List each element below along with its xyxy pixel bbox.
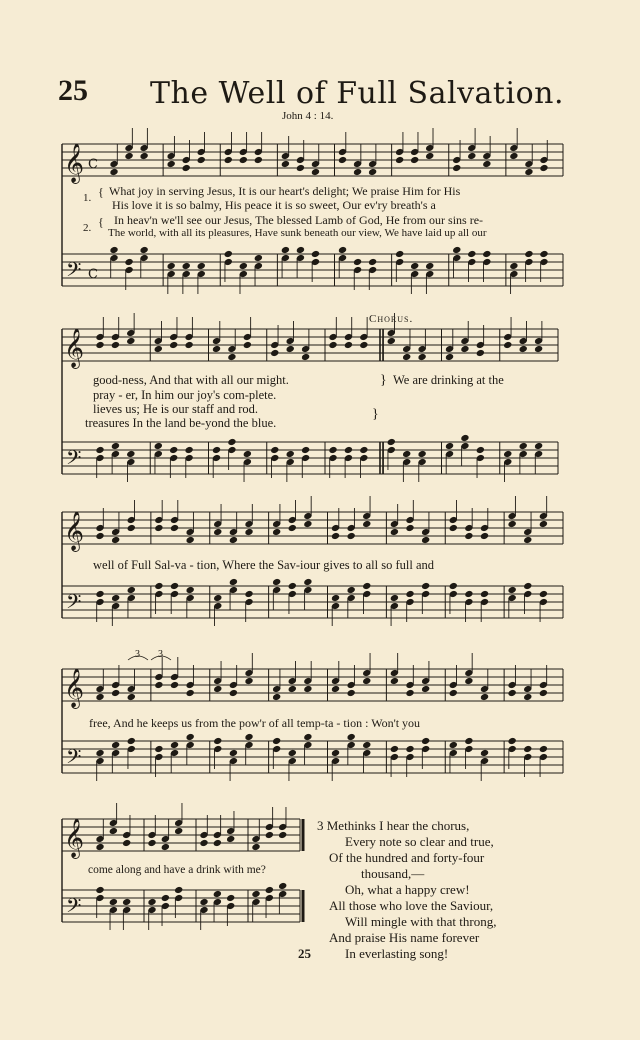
note-head (406, 590, 415, 598)
note-head (425, 152, 434, 160)
note-head (461, 345, 470, 353)
note-head (170, 582, 179, 590)
note-head (239, 156, 248, 164)
note-head (467, 152, 476, 160)
note-head (461, 434, 470, 442)
note-head (272, 737, 281, 745)
note-head (368, 258, 377, 266)
note-head (503, 450, 512, 458)
note-head (155, 745, 164, 753)
note-head (245, 733, 254, 741)
note-head (301, 446, 310, 454)
note-head (344, 341, 353, 349)
note-head (169, 341, 178, 349)
note-head (213, 594, 222, 602)
note-head (539, 689, 548, 697)
lyric-line: lieves us; He is our staff and rod. (93, 402, 259, 416)
note-head (111, 741, 120, 749)
note-head (286, 450, 295, 458)
note-head (109, 827, 118, 835)
note-head (125, 152, 134, 160)
note-head (347, 689, 356, 697)
bass-clef: 𝄢 (66, 590, 82, 618)
note-head (127, 693, 136, 701)
note-head (510, 152, 519, 160)
stanza-line: Every note so clear and true, (345, 834, 494, 849)
note-head (476, 349, 485, 357)
note-head (510, 262, 519, 270)
note-head (360, 446, 369, 454)
note-head (523, 745, 532, 753)
note-head (185, 341, 194, 349)
note-head (122, 898, 131, 906)
triplet-mark: 3 (135, 649, 140, 660)
note-head (110, 168, 119, 176)
note-head (170, 524, 179, 532)
note-head (452, 246, 461, 254)
bass-clef: 𝄢 (66, 745, 82, 773)
note-head (296, 246, 305, 254)
lyric-line: free, And he keeps us from the pow'r of all temp-ta - tion : Won't you (89, 716, 421, 730)
note-head (449, 524, 458, 532)
note-head (539, 745, 548, 753)
note-head (245, 528, 254, 536)
note-head (406, 745, 415, 753)
stanza-line: 3 Methinks I hear the chorus, (317, 818, 470, 833)
note-head (421, 737, 430, 745)
note-head (270, 446, 279, 454)
note-head (421, 685, 430, 693)
note-head (155, 582, 164, 590)
note-head (476, 446, 485, 454)
note-head (508, 520, 517, 528)
note-head (503, 341, 512, 349)
hymn-title: The Well of Full Salvation. (150, 76, 564, 111)
note-head (186, 536, 195, 544)
note-head (148, 839, 157, 847)
note-head (480, 590, 489, 598)
stanza-line: Of the hundred and forty-four (329, 850, 485, 865)
note-head (362, 677, 371, 685)
note-head (212, 345, 221, 353)
note-head (127, 337, 136, 345)
note-head (418, 450, 427, 458)
note-head (110, 246, 119, 254)
note-head (539, 520, 548, 528)
note-head (288, 685, 297, 693)
note-head (480, 749, 489, 757)
note-head (111, 594, 120, 602)
note-head (212, 446, 221, 454)
note-head (465, 590, 474, 598)
lyric-line: pray - er, In him our joy's com-plete. (93, 388, 277, 402)
note-head (270, 349, 279, 357)
note-head (186, 586, 195, 594)
note-head (508, 586, 517, 594)
note-head (111, 341, 120, 349)
note-head (213, 528, 222, 536)
verse-brace: } (380, 373, 387, 388)
note-head (197, 262, 206, 270)
note-head (213, 737, 222, 745)
note-head (534, 442, 543, 450)
note-head (519, 345, 528, 353)
note-head (140, 152, 149, 160)
note-head (254, 254, 263, 262)
note-head (96, 590, 105, 598)
note-head (226, 835, 235, 843)
note-head (360, 341, 369, 349)
note-head (226, 894, 235, 902)
note-head (387, 438, 396, 446)
note-head (445, 353, 454, 361)
note-head (390, 745, 399, 753)
note-head (109, 898, 118, 906)
note-head (465, 677, 474, 685)
note-head (539, 590, 548, 598)
triplet-mark: 3 (158, 649, 163, 660)
note-head (534, 345, 543, 353)
note-head (96, 341, 105, 349)
note-head (161, 843, 170, 851)
note-head (465, 737, 474, 745)
verse-number-2: 2. (83, 222, 92, 234)
note-head (213, 890, 222, 898)
note-head (288, 582, 297, 590)
note-head (331, 685, 340, 693)
note-head (390, 528, 399, 536)
note-head (174, 886, 183, 894)
note-head (170, 681, 179, 689)
note-head (410, 262, 419, 270)
note-head (410, 156, 419, 164)
note-head (167, 262, 176, 270)
note-head (252, 890, 261, 898)
note-head (353, 258, 362, 266)
note-head (245, 590, 254, 598)
note-head (395, 156, 404, 164)
note-head (213, 839, 222, 847)
stanza-line: Oh, what a happy crew! (345, 882, 470, 897)
note-head (278, 831, 287, 839)
note-head (540, 164, 549, 172)
note-head (281, 246, 290, 254)
note-head (148, 898, 157, 906)
note-head (182, 262, 191, 270)
bass-clef: 𝄢 (66, 894, 82, 922)
note-head (523, 536, 532, 544)
stanza-3 (317, 818, 497, 962)
note-head (449, 741, 458, 749)
note-head (402, 450, 411, 458)
note-head (483, 160, 492, 168)
lyric-line: In heav'n we'll see our Jesus, The blessed Lamb of God, He from our sins re- (114, 213, 484, 227)
note-head (508, 689, 517, 697)
note-head (281, 160, 290, 168)
note-head (197, 156, 206, 164)
note-head (96, 886, 105, 894)
note-head (362, 520, 371, 528)
note-head (127, 450, 136, 458)
note-head (353, 168, 362, 176)
note-head (402, 353, 411, 361)
note-head (140, 246, 149, 254)
treble-clef: 𝄞 (64, 328, 85, 368)
note-head (480, 532, 489, 540)
note-head (213, 685, 222, 693)
stanza-line: In everlasting song! (345, 946, 449, 961)
hymn-number: 25 (58, 74, 88, 107)
note-head (122, 839, 131, 847)
note-head (111, 689, 120, 697)
note-head (311, 168, 320, 176)
stanza-line: Will mingle with that throng, (345, 914, 497, 929)
lyric-line: treasures In the land be-yond the blue. (85, 416, 277, 430)
note-head (480, 693, 489, 701)
note-head (154, 442, 163, 450)
note-head (329, 341, 338, 349)
note-head (406, 524, 415, 532)
note-head (467, 250, 476, 258)
note-head (229, 536, 238, 544)
note-head (229, 749, 238, 757)
note-head (200, 839, 209, 847)
scripture-reference: John 4 : 14. (282, 110, 334, 122)
note-head (421, 582, 430, 590)
note-head (452, 164, 461, 172)
note-head (272, 528, 281, 536)
note-head (224, 250, 233, 258)
lyric-line: well of Full Sal-va - tion, Where the Sav-iour gives to all so full and (93, 558, 435, 572)
note-head (344, 446, 353, 454)
note-head (161, 894, 170, 902)
note-head (425, 262, 434, 270)
note-head (288, 524, 297, 532)
note-head (167, 160, 176, 168)
note-head (390, 594, 399, 602)
note-head (127, 586, 136, 594)
note-head (304, 733, 313, 741)
note-head (523, 693, 532, 701)
stanza-line: And praise His name forever (329, 930, 480, 945)
lyric-line: What joy in serving Jesus, It is our heart's delight; We praise Him for His (109, 184, 461, 198)
note-head (154, 345, 163, 353)
note-head (174, 827, 183, 835)
note-head (125, 258, 134, 266)
note-head (288, 749, 297, 757)
chorus-lyric: We are drinking at the (393, 373, 504, 387)
note-head (523, 582, 532, 590)
note-head (406, 689, 415, 697)
note-head (127, 737, 136, 745)
note-head (347, 733, 356, 741)
note-head (304, 578, 313, 586)
note-head (265, 886, 274, 894)
note-head (304, 685, 313, 693)
note-head (347, 532, 356, 540)
note-head (301, 353, 310, 361)
note-head (185, 446, 194, 454)
note-head (228, 438, 237, 446)
note-head (508, 737, 517, 745)
verse-number-1: 1. (83, 192, 92, 204)
note-head (186, 689, 195, 697)
note-head (127, 524, 136, 532)
note-head (170, 741, 179, 749)
note-head (331, 594, 340, 602)
note-head (329, 446, 338, 454)
note-head (111, 536, 120, 544)
note-head (96, 532, 105, 540)
note-head (245, 677, 254, 685)
verse-brace: { (98, 185, 104, 199)
bass-clef: 𝄢 (66, 258, 82, 286)
note-head (387, 337, 396, 345)
page-number: 25 (298, 946, 311, 961)
note-head (96, 843, 105, 851)
note-head (254, 156, 263, 164)
time-signature: C (88, 267, 98, 282)
note-head (228, 353, 237, 361)
note-head (224, 156, 233, 164)
note-head (243, 341, 252, 349)
note-head (540, 250, 549, 258)
note-head (252, 843, 261, 851)
lyric-line: The world, with all its pleasures, Have sunk beneath our view, We have laid up all our (108, 227, 487, 239)
verse-brace: } (372, 407, 379, 422)
treble-clef: 𝄞 (64, 668, 85, 708)
lyric-line: come along and have a drink with me? (88, 864, 266, 876)
note-head (169, 446, 178, 454)
note-head (525, 168, 534, 176)
lyric-line: His love it is so balmy, His peace it is so sweet, Our ev'ry breath's a (112, 198, 436, 212)
note-head (111, 442, 120, 450)
note-head (465, 532, 474, 540)
note-head (338, 246, 347, 254)
note-head (239, 262, 248, 270)
bass-clef: 𝄢 (66, 446, 82, 474)
note-head (390, 677, 399, 685)
note-head (155, 681, 164, 689)
note-head (200, 898, 209, 906)
note-head (311, 250, 320, 258)
note-head (421, 536, 430, 544)
note-head (182, 164, 191, 172)
note-head (449, 689, 458, 697)
note-head (368, 168, 377, 176)
note-head (229, 689, 238, 697)
note-head (96, 446, 105, 454)
note-head (445, 442, 454, 450)
note-head (96, 749, 105, 757)
treble-clef: 𝄞 (64, 818, 85, 858)
note-head (519, 442, 528, 450)
note-head (155, 524, 164, 532)
note-head (272, 693, 281, 701)
note-head (525, 250, 534, 258)
note-head (331, 749, 340, 757)
time-signature: C (88, 157, 98, 172)
note-head (347, 586, 356, 594)
note-head (331, 532, 340, 540)
note-head (395, 250, 404, 258)
note-head (296, 164, 305, 172)
note-head (243, 450, 252, 458)
treble-clef: 𝄞 (64, 511, 85, 551)
note-head (272, 578, 281, 586)
lyric-line: good-ness, And that with all our might. (93, 373, 289, 387)
stanza-line: thousand,— (361, 866, 425, 881)
note-head (278, 882, 287, 890)
note-head (186, 733, 195, 741)
verse-brace: { (98, 215, 104, 229)
note-head (338, 156, 347, 164)
treble-clef: 𝄞 (64, 143, 85, 183)
note-head (362, 582, 371, 590)
note-head (96, 693, 105, 701)
note-head (286, 345, 295, 353)
note-head (449, 582, 458, 590)
note-head (304, 520, 313, 528)
note-head (418, 353, 427, 361)
note-head (229, 578, 238, 586)
note-head (483, 250, 492, 258)
stanza-line: All those who love the Saviour, (329, 898, 494, 913)
chorus-label: Chorus. (369, 313, 414, 325)
note-head (362, 741, 371, 749)
note-head (265, 831, 274, 839)
